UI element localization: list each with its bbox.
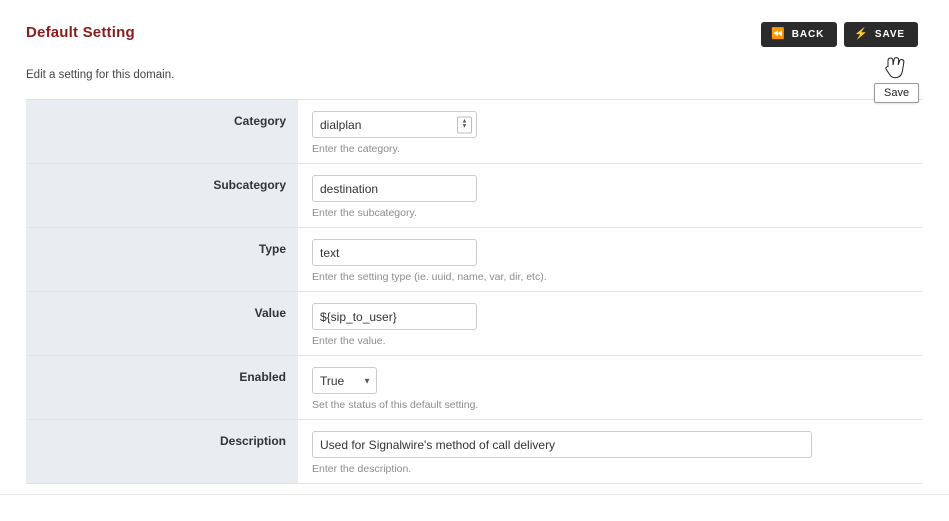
hint-value: Enter the value. — [312, 335, 386, 347]
page-header — [26, 22, 923, 47]
hint-enabled: Set the status of this default setting. — [312, 399, 479, 411]
form-row-value — [26, 291, 923, 355]
description-input[interactable] — [312, 431, 812, 458]
chevron-up-glyph: ▲ — [461, 118, 468, 125]
label-category: Category — [26, 100, 298, 163]
form-row-category — [26, 99, 923, 163]
label-enabled: Enabled — [26, 356, 298, 419]
page-title: Default Setting — [26, 24, 135, 41]
form-row-description — [26, 419, 923, 484]
lightning-bolt-icon: ⚡ — [854, 28, 869, 40]
chevron-down-glyph: ▼ — [461, 123, 468, 130]
hint-description: Enter the description. — [312, 463, 412, 475]
back-button-label: BACK — [791, 28, 825, 40]
toolbar-buttons — [761, 22, 923, 47]
type-input[interactable] — [312, 239, 477, 266]
label-type: Type — [26, 228, 298, 291]
chevron-down-icon: ▼ — [363, 376, 371, 385]
subcategory-input[interactable] — [312, 175, 477, 202]
field-subcategory — [298, 164, 923, 227]
page-subtitle: Edit a setting for this domain. — [26, 69, 175, 81]
save-button-label: SAVE — [874, 28, 905, 40]
hint-subcategory: Enter the subcategory. — [312, 207, 417, 219]
enabled-select[interactable] — [312, 367, 377, 394]
hint-type: Enter the setting type (ie. uuid, name, var, dir, etc). — [312, 271, 547, 283]
category-input[interactable] — [312, 111, 477, 138]
hint-category: Enter the category. — [312, 143, 400, 155]
label-value: Value — [26, 292, 298, 355]
field-value — [298, 292, 923, 355]
category-combo[interactable] — [312, 111, 477, 138]
form-row-type — [26, 227, 923, 291]
form-row-subcategory — [26, 163, 923, 227]
label-description: Description — [26, 420, 298, 483]
value-input[interactable] — [312, 303, 477, 330]
label-subcategory: Subcategory — [26, 164, 298, 227]
field-category — [298, 100, 923, 163]
back-button[interactable] — [761, 22, 837, 47]
settings-form — [26, 99, 923, 484]
save-button[interactable] — [844, 22, 918, 47]
field-type — [298, 228, 923, 291]
enabled-select-wrap[interactable] — [312, 367, 377, 394]
step-backward-icon: ⏪ — [771, 28, 786, 40]
field-enabled — [298, 356, 923, 419]
footer-divider — [0, 494, 949, 495]
chevron-updown-icon[interactable] — [457, 116, 472, 133]
save-tooltip: Save — [874, 83, 919, 103]
field-description — [298, 420, 923, 483]
form-row-enabled — [26, 355, 923, 419]
